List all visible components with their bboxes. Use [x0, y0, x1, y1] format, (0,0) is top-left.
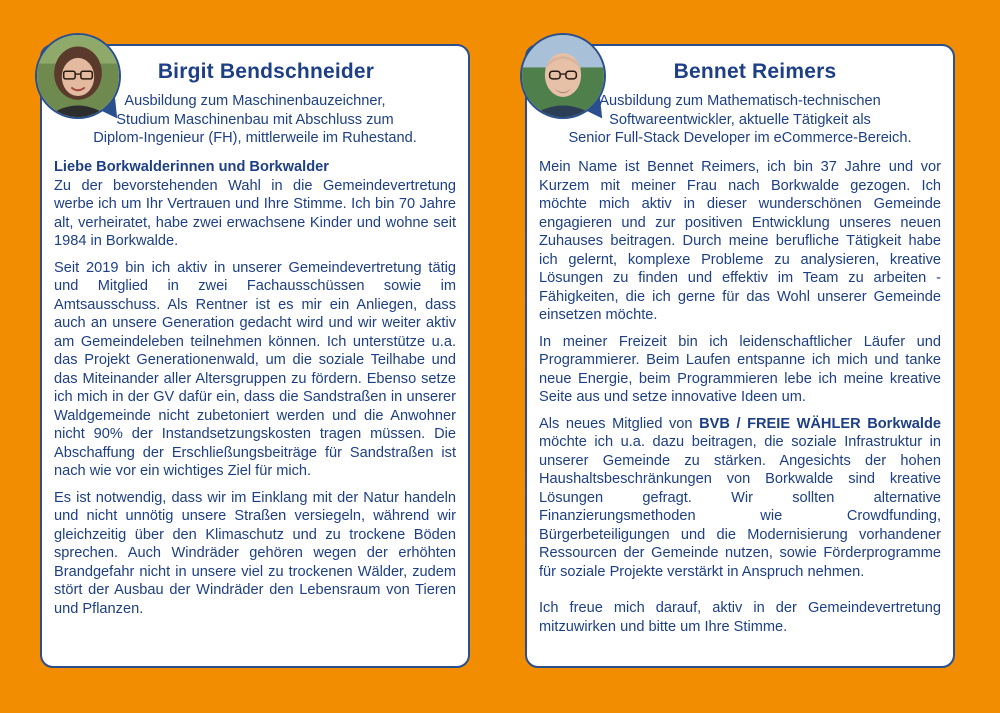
closing-paragraph: Ich freue mich darauf, aktiv in der Gemeindevertretung mitzuwirken und bitte um Ihre Stimme.: [539, 600, 941, 635]
intro-line: Ausbildung zum Mathematisch-technischen: [599, 93, 881, 109]
greeting: Liebe Borkwalderinnen und Borkwalder: [54, 159, 329, 175]
paragraph-text: möchte ich u.a. dazu beitragen, die soziale Infrastruktur in unserer Gemeinde zu stärken. Angesichts der hohen Haushaltsbeschränkungen von Borkwalde sind kreative Lösungen gefragt. Wir sollten alternative Finanzierungsmethoden wie Crowdfunding, Bürgerbeteiligungen und die Modernisierung vorhandener Ressourcen der Gemeinde nutzen, sowie Förderprogramme für soziale Projekte verstärkt in Anspruch nehmen.: [539, 434, 941, 580]
candidate-name: Birgit Bendschneider: [157, 60, 375, 83]
statement-paragraph: Mein Name ist Bennet Reimers, ich bin 37 Jahre und vor Kurzem mit meiner Frau nach Borkwalde gezogen. Ich möchte mich aktiv in dieser wunderschönen Gemeinde engagieren und zur positiven Entwicklung unseres neuen Zuhauses beitragen. Durch meine berufliche Tätigkeit habe ich gelernt, komplexe Probleme zu analysieren, kreative Lösungen zu finden und effektiv im Team zu arbeiten - Fähigkeiten, die ich gerne für das Wohl unserer Gemeinde einsetzen möchte.: [539, 159, 941, 323]
statement-paragraph: [539, 415, 941, 582]
candidate-card-reimers: [525, 44, 955, 668]
intro-line: Diplom-Ingenieur (FH), mittlerweile im Ruhestand.: [93, 130, 417, 146]
statement-paragraph: In meiner Freizeit bin ich leidenschaftlicher Läufer und Programmierer. Beim Laufen entspanne ich mich und tanke neue Energie, beim Programmieren lebe ich meine kreative Seite aus und setze innovative Ideen um.: [539, 333, 941, 405]
intro-line: Softwareentwickler, aktuelle Tätigkeit als: [609, 111, 871, 128]
intro-line: Ausbildung zum Maschinenbauzeichner,: [124, 93, 386, 109]
paragraph-text: Zu der bevorstehenden Wahl in die Gemeindevertretung werbe ich um Ihr Vertrauen und Ihre Stimme. Ich bin 70 Jahre alt, verheiratet, habe zwei erwachsene Kinder und wohne seit 1984 in Borkwalde.: [54, 177, 456, 249]
statement-paragraph: Seit 2019 bin ich aktiv in unserer Gemeindevertretung tätig und Mitglied in zwei Fachausschüssen sowie im Amtsausschuss. Als Rentner ist es mir ein Anliegen, dass auch an unsere Generation gedacht wird und wir weiter aktiv am Gemeindeleben teilnehmen können. Ich unterstütze u.a. das Projekt Generationenwald, um die soziale Teilhabe und das Miteinander aller Altersgruppen zu fördern. Ebenso setze ich mich in der GV dafür ein, dass die Sandstraßen in unserer Waldgemeinde nicht zubetoniert werden und die Anwohner nicht 90% der Instandsetzungskosten tragen müssen. Die Abschaffung der Erschließungsbeiträge für Sandstraßen ist nach wie vor ein wichtiges Ziel für mich.: [54, 259, 456, 479]
paragraph-text: Als neues Mitglied von: [539, 415, 700, 432]
candidate-card-bendschneider: [40, 44, 470, 668]
candidate-statement: [54, 158, 456, 626]
candidate-intro: [54, 92, 456, 148]
intro-line: Studium Maschinenbau mit Abschluss zum: [116, 111, 394, 128]
statement-paragraph: Es ist notwendig, dass wir im Einklang mit der Natur handeln und nicht unnötig unsere Straßen versiegeln, während wir gleichzeitig über den Klimaschutz und zu trockene Böden sprechen. Auch Windräder gehören wegen der erhöhten Brandgefahr nicht in unsere viel zu trockenen Wälder, zudem stört der Ausbau der Windräder den Lebensraum von Tieren und Pflanzen.: [54, 489, 456, 617]
party-name: BVB / FREIE WÄHLER Borkwalde: [699, 415, 942, 432]
candidate-intro: [539, 92, 941, 148]
candidate-name: Bennet Reimers: [673, 60, 837, 83]
intro-line: Senior Full-Stack Developer im eCommerce-Bereich.: [568, 130, 912, 146]
statement-paragraph: [54, 158, 456, 251]
candidate-statement: [539, 158, 941, 644]
